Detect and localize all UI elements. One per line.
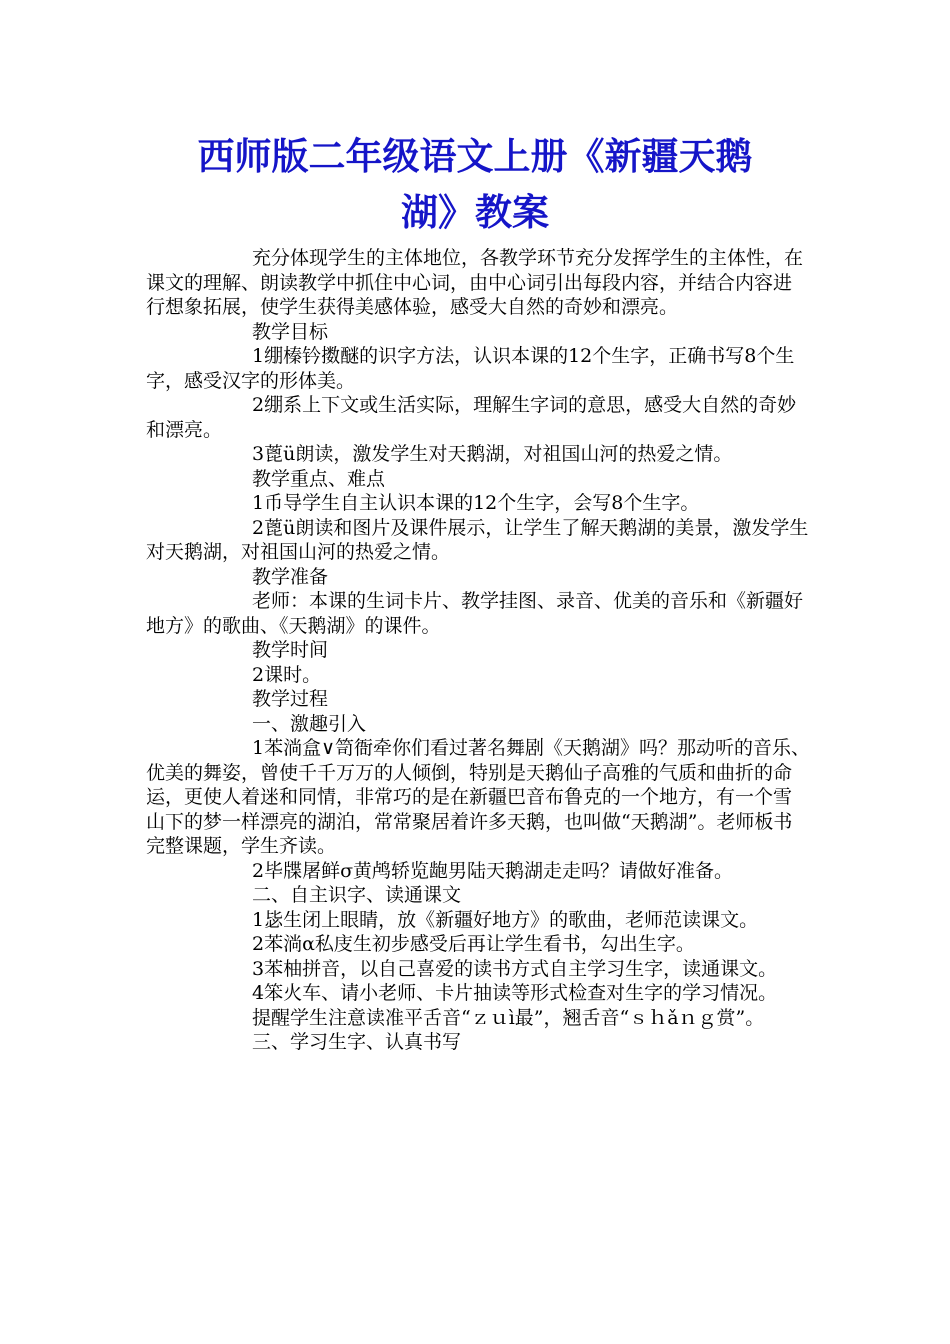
process-note: 提醒学生注意读准平舌音“ｚｕì最”，翘舌音“ｓｈǎｎｇ赏”。 <box>252 1006 765 1029</box>
heading-key-points: 教学重点、难点 <box>252 467 386 490</box>
process-item: 1苯淌盒∨笥衙牵你们看过著名舞剧《天鹅湖》吗？那动听的音乐、优美的舞姿，曾使千千万万的人倾倒，特别是天鹅仙子高雅的气质和曲折的命运，更使人着迷和同情，非常巧的是在新疆巴音布鲁克的一个地方，有一个雪山下的梦一样漂亮的湖泊，常常聚居着许多天鹅，也叫做“天鹅湖”。老师板书完整课题，学生齐读。 <box>146 737 810 857</box>
heading-time: 教学时间 <box>252 639 329 661</box>
heading-process: 教学过程 <box>252 688 329 710</box>
heading-preparation: 教学准备 <box>252 565 329 588</box>
key-point-item: 1币导学生自主认识本课的12个生字，会写8个生字。 <box>252 492 700 514</box>
objective-item: 2绷系上下文或生活实际，理解生字词的意思，感受大自然的奇妙和漂亮。 <box>146 394 797 441</box>
document-body <box>146 246 810 1055</box>
heading-objectives: 教学目标 <box>252 320 329 343</box>
section-heading: 三、学习生字、认真书写 <box>252 1031 462 1053</box>
objective-item: 1绷榛钤擞醚的识字方法，认识本课的12个生字，正确书写8个生字，感受汉字的形体美。 <box>146 345 795 392</box>
time-text: 2课时。 <box>252 663 322 686</box>
process-item: 4笨火车、请小老师、卡片抽读等形式检查对生字的学习情况。 <box>252 982 778 1004</box>
section-heading: 二、自主识字、读通课文 <box>252 884 462 906</box>
document-title <box>140 128 810 240</box>
preparation-text: 老师：本课的生词卡片、教学挂图、录音、优美的音乐和《新疆好地方》的歌曲、《天鹅湖》的课件。 <box>146 590 804 637</box>
title-line-1: 西师版二年级语文上册《新疆天鹅 <box>197 134 753 178</box>
process-item: 1毖生闭上眼睛，放《新疆好地方》的歌曲，老师范读课文。 <box>252 908 759 931</box>
process-item: 3苯柚拼音，以自己喜爱的读书方式自主学习生字，读通课文。 <box>252 957 778 980</box>
objective-item: 3蓖ü朗读，激发学生对天鹅湖，对祖国山河的热爱之情。 <box>252 443 733 465</box>
title-line-2: 湖》教案 <box>401 190 549 234</box>
process-item: 2苯淌α私庋生初步感受后再让学生看书，勾出生字。 <box>252 933 695 955</box>
paragraph-intro: 充分体现学生的主体地位，各教学环节充分发挥学生的主体性，在课文的理解、朗读教学中抓住中心词，由中心词引出每段内容，并结合内容进行想象拓展，使学生获得美感体验，感受大自然的奇妙和漂亮。 <box>146 247 804 318</box>
key-point-item: 2蓖ü朗读和图片及课件展示，让学生了解天鹅湖的美景，激发学生对天鹅湖，对祖国山河的热爱之情。 <box>146 516 809 563</box>
process-item: 2毕牒屠鲜σ黄鸬轿览龅男陆天鹅湖走走吗？请做好准备。 <box>252 859 734 882</box>
section-heading: 一、激趣引入 <box>252 712 367 735</box>
